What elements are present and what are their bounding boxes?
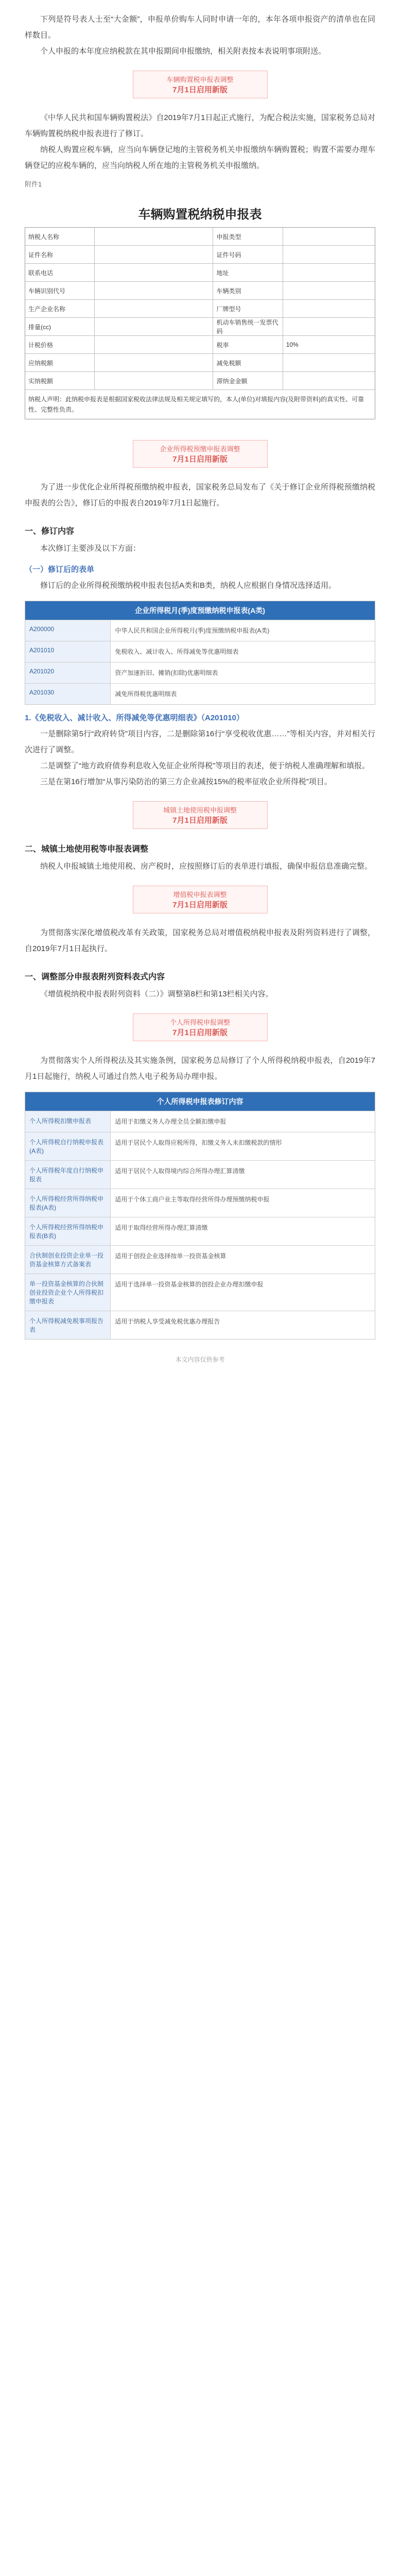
table-row	[25, 1217, 375, 1245]
form-label: 证件名称	[25, 246, 95, 263]
form-value: 10%	[286, 341, 299, 348]
form-footer-row	[25, 390, 375, 419]
form-value	[95, 300, 213, 317]
row-label: 个人所得税经营所得纳税申报表(A表)	[25, 1189, 111, 1217]
sub-heading: （一）修订后的表单	[25, 565, 95, 574]
row-label: A201030	[25, 684, 111, 704]
row-label: 个人所得税年度自行纳税申报表	[25, 1161, 111, 1189]
row-text: 减免所得税优惠明细表	[115, 690, 177, 698]
table-row	[25, 662, 375, 683]
form-row	[25, 246, 375, 264]
revision-table	[25, 1092, 375, 1340]
section-heading: 二、城镇土地使用税等申报表调整	[25, 845, 149, 854]
row-text: 资产加速折旧、摊销(扣除)优惠明细表	[115, 669, 218, 676]
body-paragraph: 为贯彻落实深化增值税改革有关政策，国家税务总局对增值税纳税申报表及附列资料进行了调整，自2019年7月1日起执行。	[25, 928, 375, 953]
section-banner	[133, 1013, 268, 1041]
form-list-table	[25, 601, 375, 705]
body-paragraph: 为了进一步优化企业所得税预缴纳税申报表，国家税务总局发布了《关于修订企业所得税预缴纳税申报表的公告》，修订后的申报表自2019年7月1日起施行。	[25, 483, 375, 507]
form-label: 减免税额	[213, 354, 283, 371]
form-label: 计税价格	[25, 336, 95, 353]
form-value	[95, 372, 213, 389]
body-paragraph: 三是在第16行增加“从事污染防治的第三方企业减按15%的税率征收企业所得税”项目。	[40, 777, 332, 786]
row-text: 适用于扣缴义务人办理全员全额扣缴申报	[115, 1118, 227, 1125]
row-text: 适用于纳税人享受减免税优惠办理报告	[115, 1318, 220, 1325]
form-label: 纳税人名称	[25, 228, 95, 245]
form-label: 车辆类别	[213, 282, 283, 299]
row-text: 适用于个体工商户业主等取得经营所得办理预缴纳税申报	[115, 1196, 270, 1203]
body-paragraph: 为贯彻落实个人所得税法及其实施条例，国家税务总局修订了个人所得税纳税申报表，自2019年7月1日起施行，纳税人可通过自然人电子税务局办理申报。	[25, 1056, 375, 1081]
form-value	[283, 300, 375, 317]
banner-line-1: 车辆购置税申报表调整	[166, 76, 234, 83]
form-value	[95, 318, 213, 335]
intro-paragraph: 下列是符号表人士至“大金额”，申报单价购车人同时申请一年的，本年各项申报资产的清单也在同样数目。	[25, 15, 375, 40]
form-row	[25, 300, 375, 318]
form-row	[25, 228, 375, 246]
form-value	[95, 228, 213, 245]
body-paragraph: 《中华人民共和国车辆购置税法》自2019年7月1日起正式施行，为配合税法实施，国家税务总局对车辆购置税纳税申报表进行了修订。	[25, 113, 375, 138]
form-value	[95, 264, 213, 281]
row-label: A200000	[25, 620, 111, 641]
form-value	[95, 336, 213, 353]
section-banner	[133, 440, 268, 468]
form-label: 地址	[213, 264, 283, 281]
page-footer: 本文内容仅供参考	[175, 1356, 225, 1363]
row-label: 个人所得税扣缴申报表	[25, 1111, 111, 1132]
table-row	[25, 1189, 375, 1217]
table-head: 企业所得税月(季)度预缴纳税申报表(A类)	[25, 601, 375, 620]
body-paragraph: 《增值税纳税申报表附列资料（二）》调整第8栏和第13栏相关内容。	[40, 990, 273, 998]
banner-line-1: 增值税申报表调整	[173, 891, 227, 899]
banner-line-2: 7月1日启用新版	[172, 901, 228, 909]
row-label: A201010	[25, 641, 111, 662]
section-banner	[133, 886, 268, 913]
form-title: 车辆购置税纳税申报表	[138, 208, 262, 222]
form-row	[25, 372, 375, 390]
intro-paragraph: 个人申报的本年度应纳税款在其申报期间申报缴纳，相关附表按本表说明事项附送。	[40, 47, 326, 56]
form-label: 联系电话	[25, 264, 95, 281]
form-value	[283, 228, 375, 245]
row-label: 个人所得税经营所得纳税申报表(B表)	[25, 1217, 111, 1245]
table-row	[25, 1132, 375, 1160]
form-row	[25, 354, 375, 372]
row-label: 个人所得税减免税事项报告表	[25, 1311, 111, 1339]
table-head: 个人所得税申报表修订内容	[25, 1092, 375, 1111]
table-row	[25, 683, 375, 704]
banner-line-2: 7月1日启用新版	[172, 455, 228, 464]
section-heading: 一、修订内容	[25, 527, 75, 536]
declaration-form	[25, 227, 375, 419]
form-label: 机动车销售统一发票代码	[213, 318, 283, 335]
form-label: 申报类型	[213, 228, 283, 245]
form-value	[95, 246, 213, 263]
form-row	[25, 282, 375, 300]
sub-heading: 1.《免税收入、减计收入、所得减免等优惠明细表》（A201010）	[25, 714, 244, 722]
form-value	[283, 318, 375, 335]
form-label: 滞纳金金额	[213, 372, 283, 389]
form-value	[283, 354, 375, 371]
row-text: 适用于选择单一投资基金核算的创投企业办理扣缴申报	[115, 1281, 264, 1288]
form-value	[95, 354, 213, 371]
body-paragraph: 一是删除第5行“政府转贷”项目内容，二是删除第16行“享受税收优惠……”等相关内容，并对相关行次进行了调整。	[25, 730, 375, 754]
form-label: 实纳税额	[25, 372, 95, 389]
body-paragraph: 本次修订主要涉及以下方面：	[40, 544, 141, 553]
table-caption: 附件1	[25, 180, 42, 188]
form-value	[283, 372, 375, 389]
table-row	[25, 1311, 375, 1339]
form-value	[283, 282, 375, 299]
section-banner	[133, 71, 268, 98]
form-row	[25, 264, 375, 282]
section-heading: 一、调整部分申报表附列资料表式内容	[25, 973, 165, 981]
body-paragraph: 修订后的企业所得税预缴纳税申报表包括A类和B类，纳税人应根据自身情况选择适用。	[40, 581, 337, 590]
form-footer: 纳税人声明：此纳税申报表是根据国家税收法律法规及相关规定填写的，本人(单位)对填报内容(及附带资料)的真实性、可靠性、完整性负责。	[28, 396, 364, 413]
table-row	[25, 620, 375, 641]
banner-line-1: 企业所得税预缴申报表调整	[160, 445, 240, 453]
form-label: 排量(cc)	[25, 318, 95, 335]
banner-line-2: 7月1日启用新版	[172, 816, 228, 825]
row-text: 适用于居民个人取得应税所得，扣缴义务人未扣缴税款的情形	[115, 1139, 282, 1146]
row-label: 个人所得税自行纳税申报表(A表)	[25, 1132, 111, 1160]
banner-line-1: 个人所得税申报调整	[169, 1019, 230, 1026]
banner-line-1: 城镇土地使用税申报调整	[163, 806, 237, 814]
table-row	[25, 1274, 375, 1311]
table-row	[25, 1160, 375, 1189]
form-value	[283, 246, 375, 263]
body-paragraph: 纳税人申报城镇土地使用税、房产税时，应按照修订后的表单进行填报，确保申报信息准确完整。	[40, 862, 373, 871]
banner-line-2: 7月1日启用新版	[172, 86, 228, 94]
form-row	[25, 318, 375, 336]
form-row	[25, 336, 375, 354]
row-text: 适用于居民个人取得境内综合所得办理汇算清缴	[115, 1167, 245, 1175]
form-label: 证件号码	[213, 246, 283, 263]
form-label: 生产企业名称	[25, 300, 95, 317]
form-label: 厂牌型号	[213, 300, 283, 317]
body-paragraph: 二是调整了“地方政府债券利息收入免征企业所得税”等项目的表述，便于纳税人准确理解和填报。	[40, 761, 370, 770]
row-text: 免税收入、减计收入、所得减免等优惠明细表	[115, 648, 239, 655]
section-banner	[133, 801, 268, 829]
table-row	[25, 1245, 375, 1274]
row-label: A201020	[25, 663, 111, 683]
row-text: 适用于取得经营所得办理汇算清缴	[115, 1224, 208, 1231]
table-row	[25, 641, 375, 662]
form-label: 车辆识别代号	[25, 282, 95, 299]
form-value	[283, 264, 375, 281]
form-value	[95, 282, 213, 299]
row-label: 单一投资基金核算的合伙制创业投资企业个人所得税扣缴申报表	[25, 1274, 111, 1311]
row-label: 合伙制创业投资企业单一投资基金核算方式备案表	[25, 1246, 111, 1274]
table-row	[25, 1111, 375, 1132]
form-label: 应纳税额	[25, 354, 95, 371]
body-paragraph: 纳税人购置应税车辆，应当向车辆登记地的主管税务机关申报缴纳车辆购置税；购置不需要办理车辆登记的应税车辆的，应当向纳税人所在地的主管税务机关申报缴纳。	[25, 145, 375, 170]
row-text: 适用于创投企业选择按单一投资基金核算	[115, 1252, 227, 1260]
form-label: 税率	[213, 336, 283, 353]
banner-line-2: 7月1日启用新版	[172, 1028, 228, 1037]
row-text: 中华人民共和国企业所得税月(季)度预缴纳税申报表(A类)	[115, 627, 270, 634]
